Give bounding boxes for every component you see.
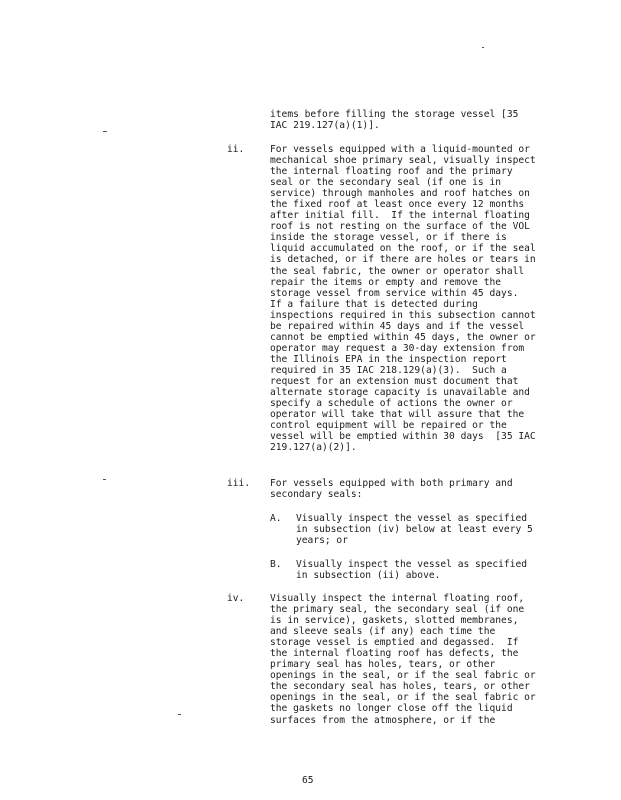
text-line: request for an extension must document that	[270, 375, 519, 387]
text-line: cannot be emptied within 45 days, the owner or	[270, 331, 536, 343]
subitem-letter: B.	[270, 559, 282, 570]
text-line: openings in the seal, or if the seal fabric or	[270, 692, 536, 704]
text-line: the Illinois EPA in the inspection report	[270, 353, 507, 365]
text-line: storage vessel is emptied and degassed. If	[270, 637, 519, 649]
text-line: If a failure that is detected during	[270, 298, 478, 310]
text-line: liquid accumulated on the roof, or if the seal	[270, 243, 536, 255]
text-line: IAC 219.127(a)(1)].	[270, 120, 380, 132]
text-line: years; or	[296, 535, 348, 547]
text-line: operator will take that will assure that the	[270, 409, 525, 421]
text-line: required in 35 IAC 218.129(a)(3). Such a	[270, 364, 507, 376]
text-line: is in service), gaskets, slotted membranes,	[270, 615, 519, 627]
text-line: in subsection (ii) above.	[296, 570, 441, 582]
text-line: alternate storage capacity is unavailable and	[270, 387, 530, 399]
text-line: the internal floating roof and the primary	[270, 166, 513, 178]
text-line: after initial fill. If the internal floating	[270, 210, 530, 222]
text-line: seal or the secondary seal (if one is in	[270, 177, 502, 189]
text-line: primary seal has holes, tears, or other	[270, 659, 496, 671]
subitem-a-text	[296, 513, 533, 546]
text-line: inside the storage vessel, or if there is	[270, 232, 507, 244]
text-line: 219.127(a)(2)].	[270, 442, 357, 454]
text-line: Visually inspect the vessel as specified	[296, 559, 528, 570]
text-line: the secondary seal has holes, tears, or other	[270, 681, 530, 693]
scan-speck	[178, 714, 181, 715]
text-line: Visually inspect the internal floating roof,	[270, 593, 525, 604]
text-line: the primary seal, the secondary seal (if one	[270, 604, 525, 616]
subitem-b-text	[296, 559, 527, 581]
text-line: roof is not resting on the surface of the VOL	[270, 221, 530, 233]
text-line: surfaces from the atmosphere, or if the	[270, 714, 496, 726]
text-line: repair the items or empty and remove the	[270, 276, 502, 288]
scan-speck	[482, 47, 484, 48]
item-numeral: iii.	[227, 478, 251, 489]
text-line: For vessels equipped with both primary and	[270, 478, 513, 489]
item-iv-text	[270, 593, 536, 726]
text-line: openings in the seal, or if the seal fabric or	[270, 670, 536, 682]
text-line: and sleeve seals (if any) each time the	[270, 626, 496, 638]
scan-speck	[103, 479, 106, 480]
item-numeral: ii.	[227, 144, 245, 155]
text-line: control equipment will be repaired or the	[270, 420, 507, 432]
text-line: the seal fabric, the owner or operator shall	[270, 265, 525, 277]
text-line: items before filling the storage vessel [35	[270, 109, 519, 120]
item-iii-text	[270, 478, 513, 500]
item-numeral: iv.	[227, 593, 245, 604]
page-number: 65	[302, 775, 314, 786]
text-line: be repaired within 45 days and if the vessel	[270, 320, 525, 332]
text-line: For vessels equipped with a liquid-mounted or	[270, 144, 530, 155]
text-line: operator may request a 30-day extension from	[270, 342, 525, 354]
text-line: the internal floating roof has defects, the	[270, 648, 519, 660]
text-line: inspections required in this subsection cannot	[270, 309, 536, 321]
text-line: storage vessel from service within 45 days.	[270, 287, 519, 299]
text-line: the fixed roof at least once every 12 months	[270, 199, 525, 211]
text-line: the gaskets no longer close off the liquid	[270, 703, 513, 715]
text-line: mechanical shoe primary seal, visually inspect	[270, 155, 536, 167]
text-line: in subsection (iv) below at least every 5	[296, 524, 533, 536]
text-line: vessel will be emptied within 30 days [35 IAC	[270, 431, 536, 443]
text-line: is detached, or if there are holes or tears in	[270, 254, 536, 266]
intro-continuation	[270, 109, 518, 131]
scan-speck	[103, 131, 107, 132]
item-ii-text	[270, 144, 536, 453]
text-line: Visually inspect the vessel as specified	[296, 513, 528, 524]
text-line: service) through manholes and roof hatches on	[270, 188, 530, 200]
text-line: specify a schedule of actions the owner or	[270, 398, 513, 410]
subitem-letter: A.	[270, 513, 282, 524]
text-line: secondary seals:	[270, 489, 363, 501]
